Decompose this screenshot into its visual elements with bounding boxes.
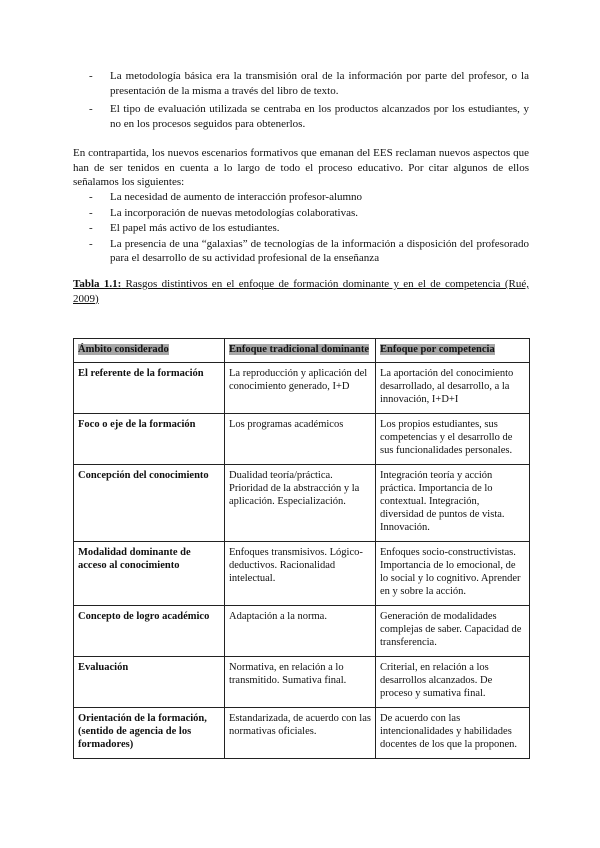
new-aspects-bullet-list (73, 190, 529, 267)
traditional-cell: Estandarizada, de acuerdo con las normativas oficiales. (225, 708, 376, 759)
bullet-dash: - (89, 70, 93, 82)
bullet-text: El tipo de evaluación utilizada se centraba en los productos alcanzados por los estudiantes, y no en los procesos seguidos para obtenerlos. (110, 103, 529, 130)
methodology-bullet-list (73, 69, 529, 135)
column-header (225, 339, 376, 363)
competency-cell: Integración teoría y acción práctica. Importancia de lo contextual. Integración, diversidad de puntos de vista. Innovación. (376, 465, 530, 542)
bullet-text: La necesidad de aumento de interacción profesor-alumno (110, 191, 363, 203)
competency-cell: Generación de modalidades complejas de saber. Capacidad de transferencia. (376, 606, 530, 657)
table-caption-label: Tabla 1.1: (73, 278, 122, 290)
traditional-cell: Enfoques transmisivos. Lógico-deductivos. Racionalidad intelectual. (225, 542, 376, 606)
traditional-cell: La reproducción y aplicación del conocimiento generado, I+D (225, 363, 376, 414)
bullet-dash: - (89, 222, 93, 234)
row-label-cell: Evaluación (74, 657, 225, 708)
table-caption-text: Rasgos distintivos en el enfoque de formación dominante y en el de competencia (Rué, 2009) (73, 278, 529, 305)
competency-cell: Criterial, en relación a los desarrollos alcanzados. De proceso y sumativa final. (376, 657, 530, 708)
row-label-cell: Foco o eje de la formación (74, 414, 225, 465)
table-row (74, 708, 530, 759)
competency-cell: Los propios estudiantes, sus competencias y el desarrollo de sus funcionalidades personales. (376, 414, 530, 465)
column-header (74, 339, 225, 363)
bullet-text: La metodología básica era la transmisión oral de la información por parte del profesor, o la presentación de la misma a través del libro de texto. (110, 70, 529, 97)
competency-cell: La aportación del conocimiento desarrollado, al desarrollo, a la innovación, I+D+I (376, 363, 530, 414)
bullet-item (73, 237, 529, 266)
column-header-text: Enfoque tradicional dominante (229, 344, 370, 355)
table-row (74, 657, 530, 708)
table-row (74, 465, 530, 542)
row-label-cell: Modalidad dominante de acceso al conocimiento (74, 542, 225, 606)
bullet-item (73, 206, 529, 221)
bullet-item (73, 221, 529, 236)
table-header-row (74, 339, 530, 363)
traditional-cell: Los programas académicos (225, 414, 376, 465)
bullet-dash: - (89, 191, 93, 203)
table-caption (73, 277, 529, 306)
bullet-item (73, 190, 529, 205)
row-label-cell: El referente de la formación (74, 363, 225, 414)
comparison-table (73, 338, 530, 759)
bullet-item (73, 102, 529, 131)
traditional-cell: Dualidad teoría/práctica. Prioridad de la abstracción y la aplicación. Especialización. (225, 465, 376, 542)
column-header-text: Ámbito considerado (78, 344, 169, 355)
row-label-cell: Orientación de la formación, (sentido de agencia de los formadores) (74, 708, 225, 759)
column-header-text: Enfoque por competencia (380, 344, 495, 355)
bullet-text: La presencia de una “galaxias” de tecnologías de la información a disposición del profesorado para el desarrollo de su actividad profesional de la enseñanza (110, 237, 529, 264)
bullet-text: El papel más activo de los estudiantes. (110, 222, 280, 234)
row-label-cell: Concepción del conocimiento (74, 465, 225, 542)
bullet-dash: - (89, 237, 93, 250)
competency-cell: De acuerdo con las intencionalidades y habilidades docentes de los que la proponen. (376, 708, 530, 759)
bullet-item (73, 69, 529, 98)
row-label-cell: Concepto de logro académico (74, 606, 225, 657)
table-row (74, 542, 530, 606)
traditional-cell: Normativa, en relación a lo transmitido. Sumativa final. (225, 657, 376, 708)
competency-cell: Enfoques socio-constructivistas. Importancia de lo emocional, de lo social y lo cognitivo. Aprender en y sobre la acción. (376, 542, 530, 606)
traditional-cell: Adaptación a la norma. (225, 606, 376, 657)
bullet-dash: - (89, 103, 93, 115)
intro-paragraph: En contrapartida, los nuevos escenarios formativos que emanan del EES reclaman nuevos aspectos que han de ser tenidos en cuenta a lo largo de todo el proceso educativo. Por citar algunos de ellos señalamos los siguientes: (73, 147, 529, 188)
table-row (74, 363, 530, 414)
bullet-text: La incorporación de nuevas metodologías colaborativas. (110, 206, 359, 219)
table-row (74, 606, 530, 657)
bullet-dash: - (89, 206, 93, 219)
column-header (376, 339, 530, 363)
table-row (74, 414, 530, 465)
